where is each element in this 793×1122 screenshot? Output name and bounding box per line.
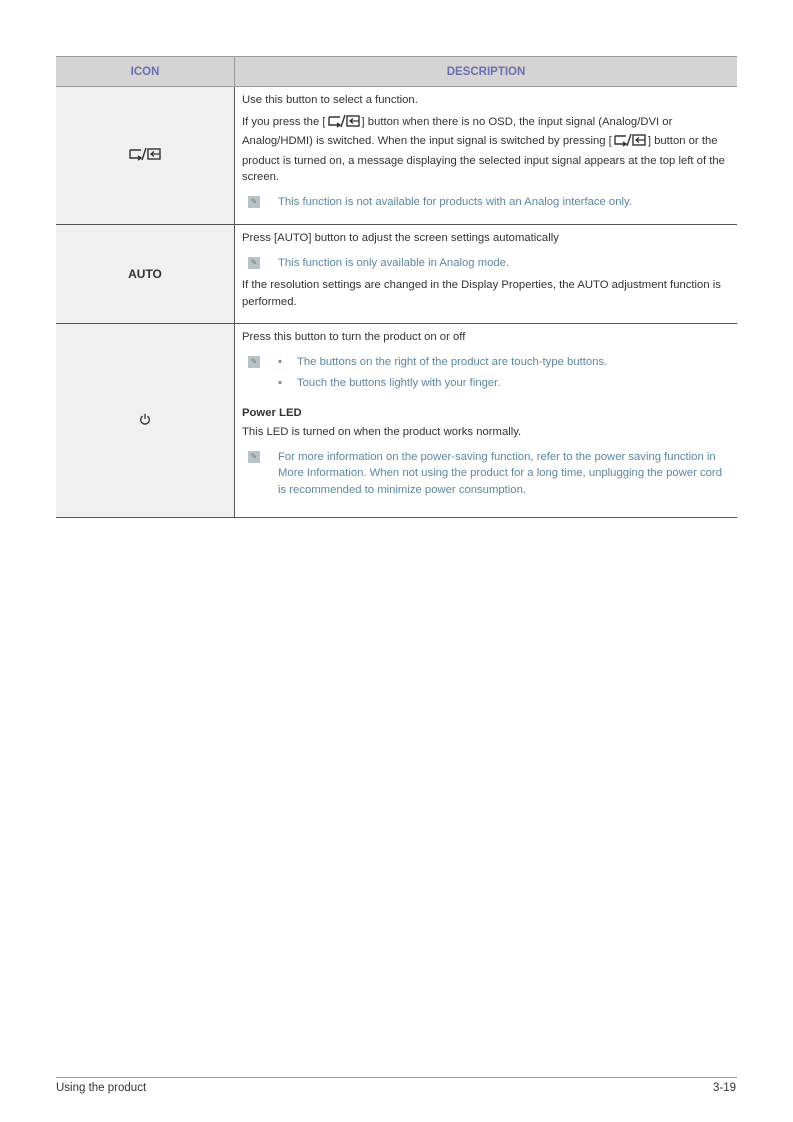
note-icon: ✎: [248, 451, 260, 463]
description-text: If the resolution settings are changed in the Display Properties, the AUTO adjustment function is performed.: [242, 279, 721, 308]
list-item: • Touch the buttons lightly with your finger.: [278, 377, 501, 389]
note-icon: ✎: [248, 196, 260, 208]
description-text: Press this button to turn the product on or off: [242, 331, 466, 343]
description-text: If you press the [ ] button when there is no OSD, the input signal (Analog/DVI or Analog/HDMI) is switched. When the input signal is switched by pressing [ ] button or the product is turned on, a message displaying the selected input signal appears at the top left of the screen.: [242, 115, 725, 183]
source-switch-icon: [326, 114, 362, 134]
icon-cell: [56, 87, 235, 224]
auto-label: AUTO: [128, 267, 162, 281]
note-bullet-list: [278, 354, 607, 397]
power-icon: [139, 413, 151, 428]
note-text: This function is only available in Analog mode.: [278, 256, 510, 269]
note: [242, 449, 730, 499]
note-icon: ✎: [248, 356, 260, 368]
table-header: [56, 57, 737, 87]
note: [242, 194, 730, 211]
function-table: [56, 56, 737, 518]
footer-divider: [56, 1077, 737, 1078]
description-text: Use this button to select a function.: [242, 94, 418, 106]
description-text: Press [AUTO] button to adjust the screen settings automatically: [242, 232, 559, 244]
footer-page-number: 3-19: [712, 1082, 736, 1094]
note: [242, 354, 730, 397]
list-item: • The buttons on the right of the product are touch-type buttons.: [278, 355, 608, 368]
footer-section-title: Using the product: [56, 1082, 147, 1094]
note: [242, 255, 730, 272]
subheading: Power LED: [242, 406, 302, 419]
source-switch-icon: [127, 147, 163, 164]
table-row: [56, 324, 737, 518]
description-cell: [235, 225, 737, 323]
table-row: [56, 87, 737, 225]
source-switch-icon: [612, 133, 648, 153]
icon-cell: [56, 225, 235, 323]
description-text: This LED is turned on when the product works normally.: [242, 426, 522, 438]
note-icon: ✎: [248, 257, 260, 269]
icon-column-header: ICON: [56, 57, 235, 86]
description-cell: [235, 324, 737, 517]
note-text: For more information on the power-saving function, refer to the power saving function in More Information. When not using the product for a long time, unplugging the power cord is recommended to minimize power consumption.: [278, 450, 722, 496]
description-cell: [235, 87, 737, 224]
table-row: [56, 225, 737, 324]
icon-cell: [56, 324, 235, 517]
note-text: This function is not available for products with an Analog interface only.: [278, 195, 632, 208]
description-column-header: DESCRIPTION: [446, 65, 526, 78]
